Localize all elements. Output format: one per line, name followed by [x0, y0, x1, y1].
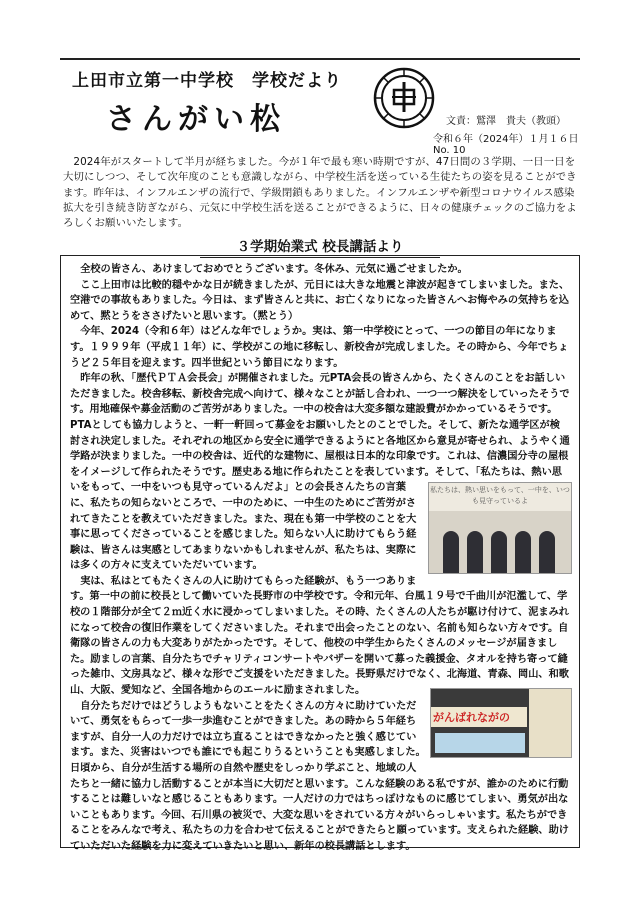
school-name: 上田市立第一中学校 学校だより: [72, 71, 342, 91]
issue-date: 令和６年（2024年）１月１６日 No. 10: [433, 134, 589, 156]
photo-spacer: [426, 690, 570, 762]
intro-paragraph: 2024年がスタートして半月が経ちました。今が１年で最も寒い時期ですが、47日間の３学期、一日一日を大切にしつつ、そして次年度のことも意識しながら、中学校生活を送っている生徒たちの姿を見ることができます。昨年は、インフルエンザの流行で、学級閉鎖もありました。インフルエンザや新型コロナウイルス感染拡大を引き続き防ぎながら、元気に中学校生活を送ることができるように、日々の健康チェックのご協力をよろしくお願いいたします。: [63, 156, 577, 230]
photo-spacer: [424, 482, 570, 576]
principal-speech: [70, 262, 570, 855]
author-line: 文責：鷲澤 貴夫（教頭）: [446, 116, 566, 127]
speech-paragraph: 今年、2024（令和６年）はどんな年でしょうか。実は、第一中学校にとって、一つの節目の年になります。１９９９年（平成１１年）に、学校がこの地に移転し、新校舎が完成しました。その時から、今年でちょうど２５年目を迎えます。四半世紀という節目になります。: [70, 326, 569, 369]
section-title: ３学期始業式 校長講話より: [200, 235, 440, 258]
speech-paragraph: 自分たちだけではどうしようもないことをたくさんの方々に助けていただいて、勇気をもらって一歩一歩進むことができました。あの時から５年経ちますが、自分一人の力だけでは立ち直ることはできなかったと強く感じています。また、災害はいつでも誰にでも起こりうるということも実感しました。日頃から、自分が生活する場所の自然や歴史をしっかり学ぶこと、地域の人たちと一緒に協力し活動することが本当に大切だと思います。こんな経験のある私ですが、誰かのために行動することは難しいなと感じることもあります。一人だけの力ではちっぽけなものに感じてしまい、勇気が出ないこともあります。今回、石川県の被災で、大変な思いをされている方々がいらっしゃいます。私たちができることをみんなで考え、私たちの力を合わせて伝えることができたらと願っています。支えられた経験、助けていただいた経験を力に変えていきたいと思い、新年の校長講話とします。: [70, 700, 569, 852]
newsletter-header: [60, 58, 589, 156]
photo-caption: 私たちは、熱い思いをもって、一中を、いつも見守っているよ: [429, 483, 571, 511]
school-emblem-icon: [372, 66, 436, 130]
speech-paragraph: 昨年の秋、「歴代ＰＴＡ会長会」が開催されました。元PTA会長の皆さんから、たくさんのことをお話しいただきました。校舎移転、新校舎完成へ向けて、様々なことが話し合われ、一つ一つ解決をしていったそうです。用地確保や募金活動のご苦労がありました。一中の校舎は大変多額な建設費がかかっているそうです。PTAとしても協力しようと、一軒一軒回って募金をお願いしたとのことでした。そして、新たな通学区が検討され決定しました。それぞれの地区から安全に通学できるようにと各地区から意見が寄せられ、ようやく通学路が決まりました。一中の校舎は、近代的な建物に、屋根は日本的な印象です。これは、信濃国分寺の屋根をイメージして作られたそうです。歴史ある地に作られたことを表しています。そして、「私たちは、熱い思いをもって、一中をいつも見守っているんだよ」との会長さんたちの言葉に、私たちの知らないところで、一中のために、一中生のためにご苦労がされてきたことを教えていただきました。また、現在も第一中学校のことを大事に思ってくださっていることを感じました。知らない人に助けてもらう経験は、皆さんは実感としてあまりないかもしれませんが、私たちは、実際には多くの方々に支えていただいています。: [70, 373, 570, 572]
newsletter-title: さんがい松: [106, 102, 286, 137]
speech-paragraph: 実は、私はとてもたくさんの人に助けてもらった経験が、もう一つあります。第一中の前に校長として働いていた長野市の中学校です。令和元年、台風１９号で千曲川が氾濫して、学校の１階部分が全て２ｍ近く水に浸かってしまいました。その時、たくさんの人たちが駆け付けて、泥まみれになって校舎の復旧作業をしてくださいました。それまで出会ったことのない、名前も知らない方々です。自衛隊の皆さんの力も大変ありがたかったです。そして、他校の中学生からたくさんのメッセージが届きました。励ましの言葉、自分たちでチャリティコンサートやバザーを開いて募った義援金、タオルを持ち寄って縫った雑巾、文房具など、様々な形でご支援をいただきました。長野県だけでなく、北海道、青森、岡山、和歌山、大阪、愛知など、全国各地からのエールに励まされました。: [70, 575, 569, 697]
speech-paragraph: ここ上田市は比較的穏やかな日が続きましたが、元日には大きな地震と津波が起きてしまいました。また、空港での事故もありました。今日は、まず皆さんと共に、お亡くなりになった皆さんへお悔やみの気持ちを込めて、黙とうをささげたいと思います。（黙とう）: [70, 279, 570, 322]
speech-paragraph: 全校の皆さん、あけましておめでとうございます。冬休み、元気に過ごせましたか。: [80, 264, 468, 275]
banner-text: がんばれながの: [433, 711, 510, 724]
